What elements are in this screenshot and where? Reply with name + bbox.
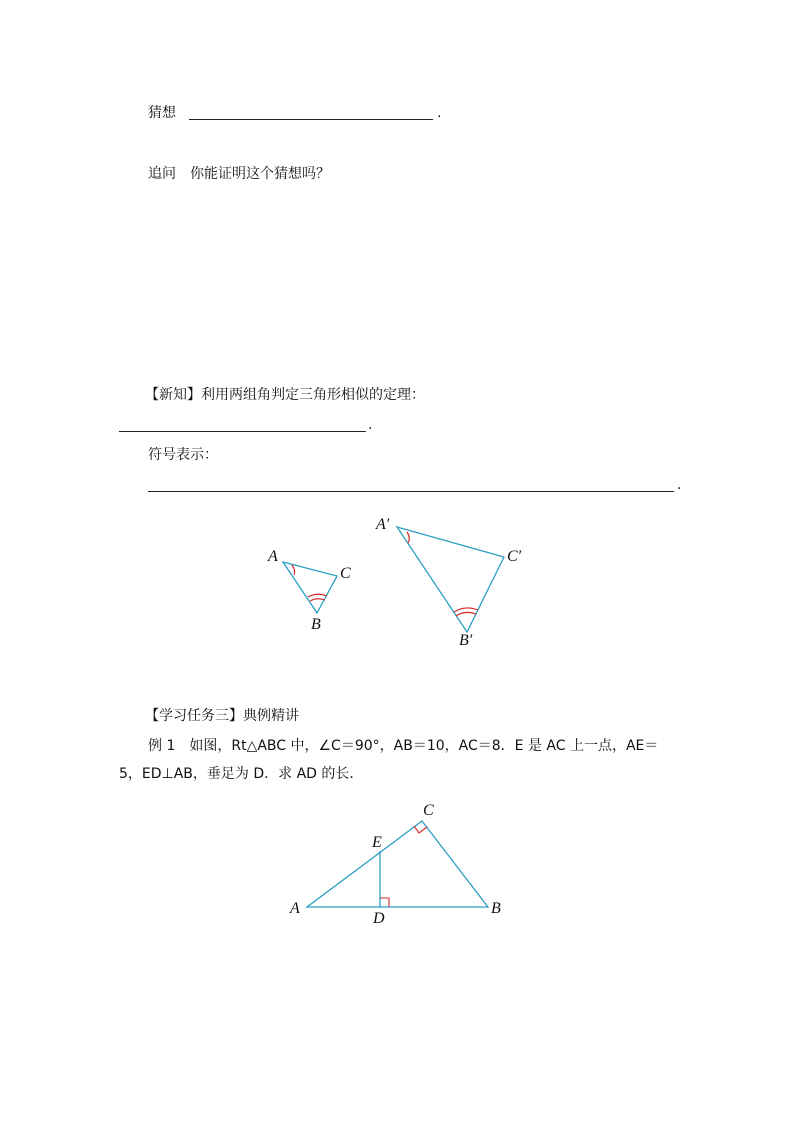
theorem-period: . [368, 417, 373, 433]
fig2-vertex-c: C [423, 802, 434, 819]
example1-line2: 5，ED⊥AB，垂足为 D．求 AD 的长． [119, 766, 364, 782]
guess-label: 猜想 [148, 105, 176, 121]
followup-label: 追问 [148, 166, 176, 182]
large-vertex-c: C′ [507, 548, 522, 565]
small-vertex-b: B [311, 616, 321, 633]
fig2-vertex-b: B [491, 900, 501, 917]
fig2-point-e: E [372, 834, 382, 851]
fig2-point-d: D [373, 910, 385, 927]
symbol-label: 符号表示： [148, 447, 218, 463]
new-knowledge-heading: 【新知】利用两组角判定三角形相似的定理： [145, 387, 425, 403]
right-angle-d-mark [380, 898, 389, 907]
example1-line1: 例 1 如图，Rt△ABC 中，∠C＝90°，AB＝10，AC＝8．E 是 AC 上一点，AE＝ [148, 738, 659, 754]
task3-heading: 【学习任务三】典例精讲 [145, 708, 299, 724]
large-vertex-a: A′ [376, 516, 390, 533]
triangle-abc [307, 821, 488, 907]
large-vertex-b: B′ [459, 632, 473, 649]
followup-question: 你能证明这个猜想吗？ [190, 166, 330, 182]
symbol-period: . [677, 477, 682, 493]
right-angle-c-mark [414, 826, 427, 833]
small-vertex-c: C [340, 565, 351, 582]
guess-period: . [437, 105, 442, 121]
fig2-vertex-a: A [290, 900, 300, 917]
small-vertex-a: A [268, 548, 278, 565]
